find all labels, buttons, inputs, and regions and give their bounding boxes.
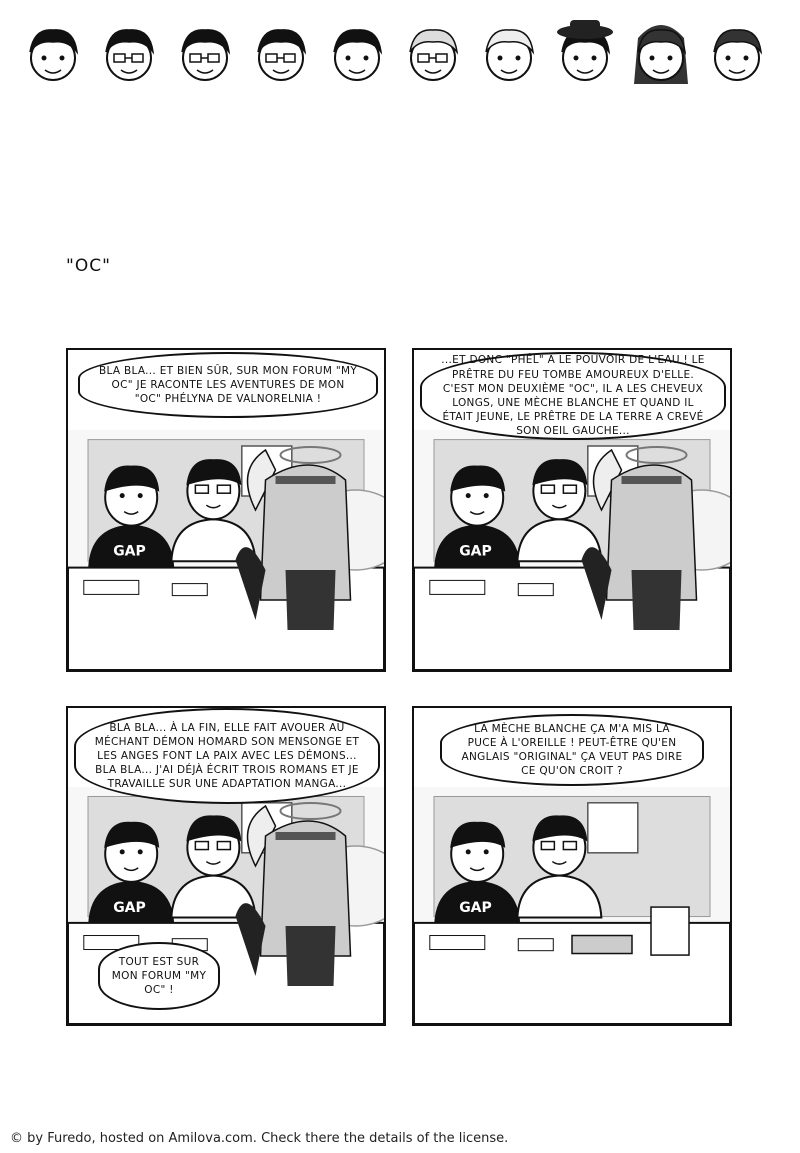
character-head-icon	[704, 18, 770, 88]
character-head-icon	[172, 18, 238, 88]
comic-panel-4	[412, 706, 732, 1026]
comic-panel-2	[412, 348, 732, 672]
character-heads-row	[20, 18, 780, 90]
character-head-icon	[96, 18, 162, 88]
speech-bubble: LA MÈCHE BLANCHE ÇA M'A MIS LA PUCE À L'OREILLE ! PEUT-ÊTRE QU'EN ANGLAIS "ORIGINAL" ÇA VEUT PAS DIRE CE QU'ON CROIT ?	[440, 714, 704, 786]
character-head-icon	[628, 18, 694, 88]
speech-bubble: BLA BLA... ET BIEN SÛR, SUR MON FORUM "MY OC" JE RACONTE LES AVENTURES DE MON "OC" PHÉLYNA DE VALNORELNIA !	[78, 352, 378, 418]
svg-text:GAP: GAP	[459, 899, 492, 916]
svg-text:GAP: GAP	[113, 899, 146, 916]
character-head-icon	[552, 18, 618, 88]
svg-text:GAP: GAP	[113, 543, 146, 560]
comic-panel-3	[66, 706, 386, 1026]
character-head-icon	[476, 18, 542, 88]
svg-text:GAP: GAP	[459, 543, 492, 560]
character-head-icon	[400, 18, 466, 88]
speech-bubble: ...ET DONC "PHÉL" A LE POUVOIR DE L'EAU ! LE PRÊTRE DU FEU TOMBE AMOUREUX D'ELLE. C'EST MON DEUXIÈME "OC", IL A LES CHEVEUX LONGS, UNE MÈCHE BLANCHE ET QUAND IL ÉTAIT JEUNE, LE PRÊTRE DE LA TERRE A CREVÉ SON OEIL GAUCHE...	[420, 352, 726, 440]
character-head-icon	[248, 18, 314, 88]
comic-panel-1	[66, 348, 386, 672]
license-footer: © by Furedo, hosted on Amilova.com. Check there the details of the license.	[10, 1131, 509, 1146]
character-head-icon	[20, 18, 86, 88]
character-head-icon	[324, 18, 390, 88]
speech-bubble-small: TOUT EST SUR MON FORUM "MY OC" !	[98, 942, 220, 1010]
speech-bubble: BLA BLA... À LA FIN, ELLE FAIT AVOUER AU MÉCHANT DÉMON HOMARD SON MENSONGE ET LES ANGES FONT LA PAIX AVEC LES DÉMONS... BLA BLA... J'AI DÉJÀ ÉCRIT TROIS ROMANS ET JE TRAVAILLE SUR UNE ADAPTATION MANGA...	[74, 708, 380, 804]
page-title: "OC"	[66, 256, 111, 276]
